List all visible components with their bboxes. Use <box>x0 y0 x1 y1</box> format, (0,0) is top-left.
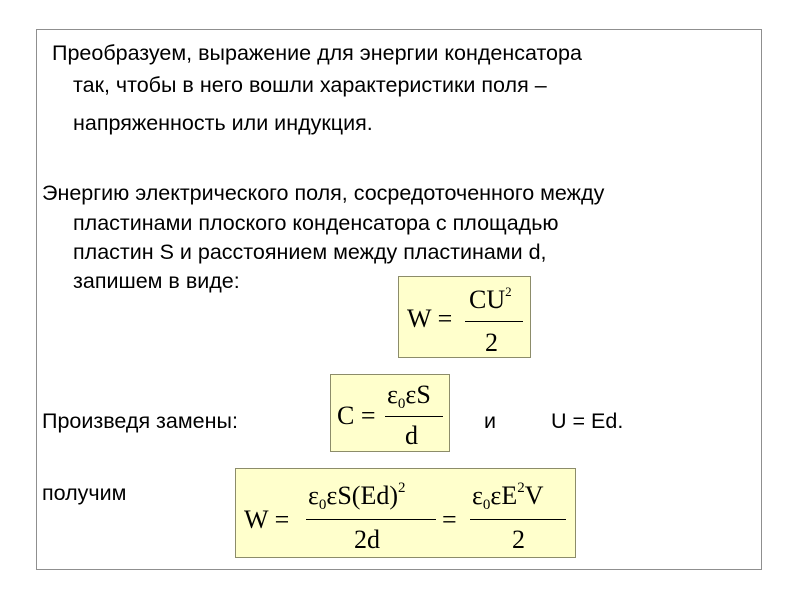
formula-result-denominator2: 2 <box>512 525 525 554</box>
replacement-label: Произведя замены: <box>42 409 238 433</box>
paragraph1-line3: напряженность или индукция. <box>73 111 373 135</box>
formula-energy-fraction-line <box>465 321 523 322</box>
formula-result-numerator1: $\varepsilon 0\varepsilon S(Ed)^2$ <box>308 480 406 513</box>
paragraph1-line2: так, чтобы в него вошли характеристики поля – <box>73 73 547 97</box>
formula-energy <box>398 276 531 358</box>
replacement-conjunction: и <box>484 409 497 433</box>
result-label: получим <box>42 481 127 505</box>
formula-result-lhs: W = <box>244 505 290 534</box>
formula-energy-lhs: W = <box>407 304 453 333</box>
formula-capacitance-numerator: ε0εS <box>387 380 431 412</box>
formula-capacitance-lhs: C = <box>337 401 376 430</box>
formula-energy-denominator: 2 <box>485 328 498 357</box>
paragraph2-line1: Энергию электрического поля, сосредоточенного между <box>42 181 605 205</box>
formula-result <box>235 468 576 558</box>
formula-capacitance-denominator: d <box>405 421 418 450</box>
formula-result-denominator1: 2d <box>354 525 380 554</box>
formula-result-numerator2: $\varepsilon 0\varepsilon E^2V$ <box>472 480 544 513</box>
formula-result-fraction-line1 <box>306 519 436 520</box>
paragraph2-line3: пластин S и расстоянием между пластинами d, <box>73 240 547 264</box>
formula-energy-numerator: $CU^2$ <box>469 284 512 314</box>
formula-result-fraction-line2 <box>470 519 566 520</box>
paragraph1-line1: Преобразуем, выражение для энергии конденсатора <box>52 41 582 65</box>
formula-capacitance-fraction-line <box>385 416 443 417</box>
paragraph2-line4: запишем в виде: <box>73 269 240 293</box>
formula-result-equals: = <box>442 505 457 534</box>
replacement-second: U = Ed. <box>551 409 624 433</box>
paragraph2-line2: пластинами плоского конденсатора с площадью <box>73 211 559 235</box>
formula-capacitance <box>330 374 450 452</box>
